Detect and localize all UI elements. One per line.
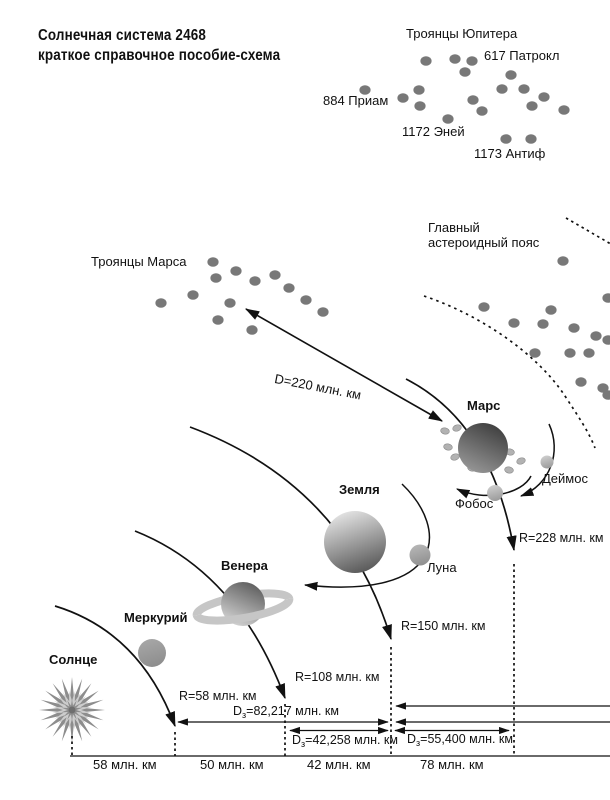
asteroid-dot — [505, 70, 516, 80]
page-title — [38, 26, 280, 65]
asteroid-dot — [283, 283, 294, 293]
asteroid-dot — [207, 257, 218, 267]
mars-rock — [452, 424, 462, 433]
asteroid-dot — [525, 134, 536, 144]
asteroid-dot — [420, 56, 431, 66]
distance-label-earth-mars — [407, 732, 513, 748]
asteroid-dot — [575, 377, 586, 387]
asteroid-label-patroclus: 617 Патрокл — [484, 48, 560, 63]
distance-label-venus-earth — [292, 733, 398, 749]
asteroid-dot — [583, 348, 594, 358]
asteroid-dot — [413, 85, 424, 95]
main-asteroid-belt-dots — [478, 256, 610, 400]
asteroid-dot — [187, 290, 198, 300]
d-value: =82,217 млн. км — [246, 704, 339, 718]
asteroid-dot — [500, 134, 511, 144]
asteroid-dot — [224, 298, 235, 308]
moon-label: Луна — [427, 560, 457, 575]
asteroid-dot — [397, 93, 408, 103]
asteroid-dot — [590, 331, 601, 341]
asteroid-dot — [564, 348, 575, 358]
asteroid-dot — [508, 318, 519, 328]
asteroid-belt-heading-line2: астероидный пояс — [428, 234, 540, 250]
deimos-moon — [541, 456, 554, 469]
asteroid-belt-heading-line1: Главный — [428, 220, 480, 235]
venus-label: Венера — [221, 558, 268, 573]
asteroid-dot — [210, 273, 221, 283]
asteroid-dot — [558, 105, 569, 115]
mercury-label: Меркурий — [124, 610, 188, 625]
page-title-line1: Солнечная система 2468 — [38, 27, 207, 44]
asteroid-dot — [478, 302, 489, 312]
d-prefix: D — [292, 733, 302, 747]
scale-segment-3: 42 млн. км — [307, 757, 371, 772]
mars-rock — [450, 453, 460, 462]
earth-planet — [324, 511, 386, 573]
mars-planet — [458, 423, 508, 473]
d-prefix: D — [407, 732, 417, 746]
asteroid-dot — [467, 95, 478, 105]
sun-label: Солнце — [49, 652, 98, 667]
mars-label: Марс — [467, 398, 501, 413]
asteroid-dot — [249, 276, 260, 286]
mercury-planet — [138, 639, 166, 667]
mars-rock — [504, 466, 514, 474]
asteroid-dot — [246, 325, 257, 335]
d-value: =42,258 млн. км — [305, 733, 398, 747]
asteroid-dot — [269, 270, 280, 280]
asteroid-dot — [442, 114, 453, 124]
earth-label: Земля — [339, 482, 380, 497]
mars-rock — [440, 427, 450, 435]
d-subscript: з — [416, 738, 421, 748]
mars-rock — [443, 443, 453, 451]
mars-trojans-heading: Троянцы Марса — [91, 254, 187, 269]
asteroid-dot — [317, 307, 328, 317]
asteroid-dot — [414, 101, 425, 111]
scale-segment-1: 58 млн. км — [93, 757, 157, 772]
asteroid-belt-heading — [428, 221, 539, 251]
belt-boundary-dashed-inner — [424, 296, 595, 448]
asteroid-dot — [212, 315, 223, 325]
asteroid-dot — [602, 335, 610, 345]
asteroid-label-aeneas: 1172 Эней — [402, 124, 465, 139]
asteroid-dot — [518, 84, 529, 94]
asteroid-dot — [557, 256, 568, 266]
asteroid-dot — [459, 67, 470, 77]
asteroid-label-priamus: 884 Приам — [323, 93, 389, 108]
asteroid-dot — [538, 92, 549, 102]
d-subscript: з — [301, 739, 306, 749]
asteroid-dot — [602, 293, 610, 303]
radius-label-mercury: R=58 млн. км — [179, 689, 257, 703]
mars-rock — [516, 457, 526, 466]
phobos-label: Фобос — [455, 496, 494, 511]
scale-segment-2: 50 млн. км — [200, 757, 264, 772]
d-prefix: D — [233, 704, 243, 718]
asteroid-dot — [496, 84, 507, 94]
asteroid-dot — [537, 319, 548, 329]
sun-core — [69, 707, 76, 714]
distance-label-mercury-earth — [233, 704, 339, 720]
asteroid-dot — [230, 266, 241, 276]
asteroid-dot — [526, 101, 537, 111]
radius-label-earth: R=150 млн. км — [401, 619, 486, 633]
asteroid-dot — [476, 106, 487, 116]
asteroid-dot — [449, 54, 460, 64]
belt-boundary-dashed-upper — [566, 218, 610, 247]
asteroid-dot — [155, 298, 166, 308]
d-subscript: з — [242, 710, 247, 720]
deimos-label: Деймос — [542, 471, 588, 486]
asteroid-dot — [466, 56, 477, 66]
asteroid-label-antiphus: 1173 Антиф — [474, 146, 546, 161]
radius-label-venus: R=108 млн. км — [295, 670, 380, 684]
sun-starburst — [39, 677, 105, 743]
radius-label-mars: R=228 млн. км — [519, 531, 604, 545]
asteroid-dot — [545, 305, 556, 315]
asteroid-dot — [568, 323, 579, 333]
d-value: =55,400 млн. км — [420, 732, 513, 746]
distance-arrow-trojans-mars — [246, 309, 442, 421]
distance-label-trojans-mars: D=220 млн. км — [273, 371, 363, 403]
asteroid-dot — [300, 295, 311, 305]
asteroid-dot — [529, 348, 540, 358]
page-title-line2: краткое справочное пособие-схема — [38, 46, 281, 64]
scale-segment-4: 78 млн. км — [420, 757, 484, 772]
jupiter-trojans-heading: Троянцы Юпитера — [406, 26, 518, 41]
